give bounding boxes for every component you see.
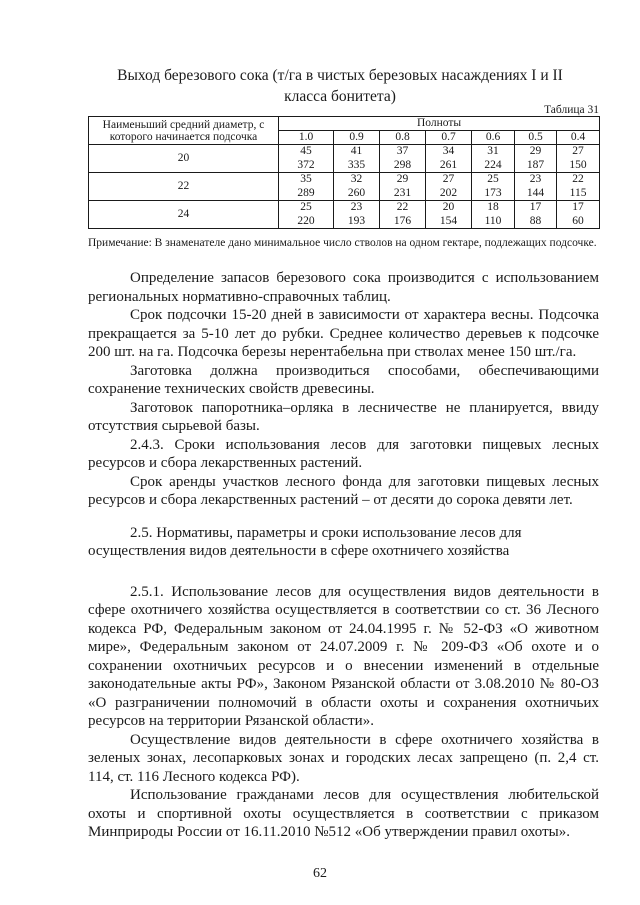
yield-value: 22 <box>396 201 409 213</box>
value-cell <box>472 173 515 201</box>
trees-value: 372 <box>297 158 315 171</box>
trees-value: 335 <box>347 158 366 171</box>
value-cell <box>279 173 334 201</box>
value-cell <box>515 173 557 201</box>
trees-value: 110 <box>484 214 502 227</box>
value-cell <box>557 201 600 229</box>
birch-sap-yield-table <box>88 116 600 229</box>
yield-value: 45 <box>300 145 312 157</box>
trees-value: 261 <box>439 158 458 171</box>
trees-value: 220 <box>297 214 315 227</box>
value-cell <box>515 201 557 229</box>
yield-value: 22 <box>572 173 584 185</box>
density-col-header: 0.8 <box>380 131 426 145</box>
paragraph: Срок подсочки 15-20 дней в зависимости от характера весны. Подсочка прекращается за 5-10 лет до рубки. Среднее количество деревьев к подсочке 200 шт. на га. Подсочка березы нерентабельна при стволах менее 150 шт./га. <box>88 307 599 360</box>
paragraph: Осуществление видов деятельности в сфере охотничего хозяйства в зеленых зонах, лесопарковых зонах и городских лесах запрещено (п. 2,4 ст. 114, ст. 116 Лесного кодекса РФ). <box>88 731 599 785</box>
yield-value: 17 <box>572 201 584 213</box>
trees-value: 231 <box>393 186 412 199</box>
density-col-header: 0.7 <box>426 131 472 145</box>
density-col-header: 1.0 <box>279 131 334 145</box>
trees-value: 150 <box>569 158 587 171</box>
trees-value: 298 <box>393 158 412 171</box>
diameter-cell: 22 <box>89 173 279 201</box>
table-row <box>89 201 600 229</box>
yield-value: 41 <box>350 145 363 157</box>
yield-value: 29 <box>396 173 409 185</box>
yield-value: 35 <box>300 173 312 185</box>
yield-value: 25 <box>300 201 312 213</box>
trees-value: 187 <box>526 158 545 171</box>
paragraph: Заготовок папоротника–орляка в лесничестве не планируется, ввиду отсутствия сырьевой базы. <box>88 399 599 434</box>
trees-value: 115 <box>569 186 587 199</box>
density-col-header: 0.5 <box>515 131 557 145</box>
value-cell <box>515 145 557 173</box>
trees-value: 176 <box>393 214 412 227</box>
yield-value: 29 <box>529 145 542 157</box>
trees-value: 88 <box>529 214 542 227</box>
yield-value: 25 <box>487 173 499 185</box>
value-cell <box>334 145 380 173</box>
table-title-line1: Выход березового сока (т/га в чистых березовых насаждениях I и II <box>117 67 563 84</box>
table-number-label: Таблица 31 <box>544 104 599 116</box>
yield-value: 32 <box>350 173 363 185</box>
yield-value: 27 <box>572 145 584 157</box>
table-row <box>89 145 600 173</box>
paragraph: Срок аренды участков лесного фонда для заготовки пищевых лесных ресурсов и сбора лекарственных растений – от десяти до сорока девяти лет. <box>88 473 599 508</box>
value-cell <box>279 145 334 173</box>
value-cell <box>380 173 426 201</box>
diameter-cell: 20 <box>89 145 279 173</box>
section-heading <box>88 524 599 561</box>
value-cell <box>334 201 380 229</box>
header-row <box>89 117 600 131</box>
yield-value: 23 <box>529 173 542 185</box>
trees-value: 202 <box>439 186 458 199</box>
value-cell <box>426 201 472 229</box>
trees-value: 224 <box>484 158 502 171</box>
value-cell <box>426 173 472 201</box>
page-number: 62 <box>313 866 327 881</box>
trees-value: 60 <box>572 214 584 227</box>
trees-value: 144 <box>526 186 545 199</box>
value-cell <box>380 201 426 229</box>
value-cell <box>472 145 515 173</box>
section-heading-line2: осуществления видов деятельности в сфере охотничего хозяйства <box>88 543 510 559</box>
density-header: Полноты <box>279 117 600 131</box>
value-cell <box>426 145 472 173</box>
document-body <box>88 269 599 842</box>
value-cell <box>380 145 426 173</box>
trees-value: 154 <box>439 214 458 227</box>
yield-value: 27 <box>442 173 455 185</box>
diameter-header: Наименьший средний диаметр, с которого начинается подсочка <box>89 117 279 145</box>
table-row <box>89 173 600 201</box>
density-col-header: 0.9 <box>334 131 380 145</box>
yield-value: 37 <box>396 145 409 157</box>
yield-value: 23 <box>350 201 363 213</box>
diameter-cell: 24 <box>89 201 279 229</box>
paragraph: Определение запасов березового сока производится с использованием региональных нормативно-справочных таблиц. <box>88 270 599 305</box>
value-cell <box>334 173 380 201</box>
yield-value: 20 <box>442 201 455 213</box>
trees-value: 260 <box>347 186 366 199</box>
trees-value: 289 <box>297 186 315 199</box>
yield-value: 18 <box>487 201 499 213</box>
yield-value: 17 <box>529 201 542 213</box>
value-cell <box>279 201 334 229</box>
paragraph: Заготовка должна производиться способами, обеспечивающими сохранение технических свойств древесины. <box>88 362 599 397</box>
density-col-header: 0.6 <box>472 131 515 145</box>
table-note: Примечание: В знаменателе дано минимальное число стволов на одном гектаре, подлежащих подсочке. <box>88 237 597 249</box>
trees-value: 173 <box>484 186 502 199</box>
value-cell <box>472 201 515 229</box>
paragraph: Использование гражданами лесов для осуществления любительской охоты и спортивной охоты осуществляется в соответствии с приказом Минприроды России от 16.11.2010 №512 «Об утверждении правил охоты». <box>88 787 599 840</box>
trees-value: 193 <box>347 214 366 227</box>
table-title <box>80 65 600 107</box>
density-col-header: 0.4 <box>557 131 600 145</box>
section-heading-line1: 2.5. Нормативы, параметры и сроки использование лесов для <box>130 524 522 541</box>
value-cell <box>557 145 600 173</box>
table-title-line2: класса бонитета) <box>284 88 396 105</box>
yield-value: 31 <box>487 145 499 157</box>
paragraph: 2.4.3. Сроки использования лесов для заготовки пищевых лесных ресурсов и сбора лекарственных растений. <box>88 436 599 471</box>
paragraph: 2.5.1. Использование лесов для осуществления видов деятельности в сфере охотничего хозяйства осуществляется в соответствии со ст. 36 Лесного кодекса РФ, Федеральным законом от 24.04.1995 г. № 52-ФЗ «О животном мире», Федеральным законом от 24.07.2009 г. № 209-ФЗ «Об охоте и о сохранении охотничьих ресурсов и о внесении изменений в отдельные законодательные акты РФ», Законом Рязанской области от 3.08.2010 № 80-ОЗ «О разграничении полномочий в области охоты и сохранения охотничьих ресурсов на территории Рязанской области». <box>88 583 599 729</box>
value-cell <box>557 173 600 201</box>
yield-value: 34 <box>442 145 455 157</box>
